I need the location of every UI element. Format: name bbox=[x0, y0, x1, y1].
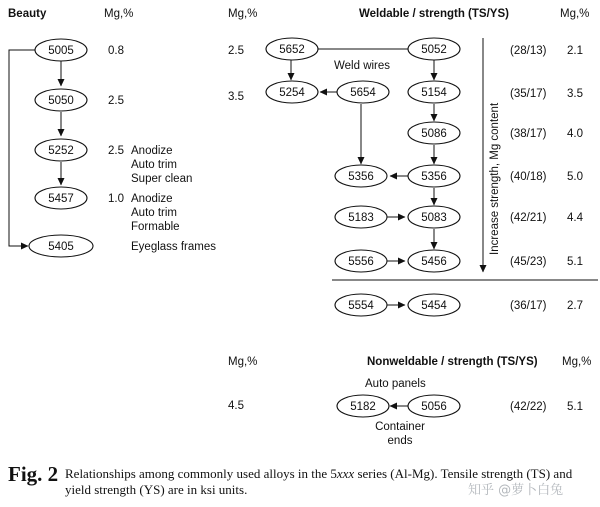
alloy-label: 5254 bbox=[279, 87, 305, 99]
mg-header: Mg,% bbox=[560, 8, 590, 20]
alloy-label: 5654 bbox=[350, 87, 376, 99]
mg-header: Mg,% bbox=[228, 8, 258, 20]
nonweldable-flow bbox=[228, 356, 591, 447]
strength-value: (38/17) bbox=[510, 128, 547, 140]
mg-header: Mg,% bbox=[104, 8, 134, 20]
mg-value: 2.1 bbox=[567, 45, 583, 57]
strength-value: (40/18) bbox=[510, 171, 547, 183]
container-label: ends bbox=[387, 435, 413, 447]
note-text: Anodize bbox=[131, 193, 173, 205]
container-label: Container bbox=[375, 421, 425, 433]
mg-value: 2.7 bbox=[567, 300, 583, 312]
note-text: Anodize bbox=[131, 145, 173, 157]
alloy-label: 5086 bbox=[421, 128, 447, 140]
alloy-label: 5556 bbox=[348, 256, 374, 268]
caption-text-part: Relationships among commonly used alloys in the 5 bbox=[65, 466, 337, 481]
figure-label: Fig. 2 bbox=[8, 462, 59, 486]
alloy-label: 5050 bbox=[48, 95, 74, 107]
alloy-label: 5083 bbox=[421, 212, 447, 224]
alloy-label: 5056 bbox=[421, 401, 447, 413]
weldable-flow bbox=[228, 38, 598, 316]
mg-value: 5.1 bbox=[567, 256, 583, 268]
mg-value: 4.0 bbox=[567, 128, 583, 140]
strength-value: (45/23) bbox=[510, 256, 547, 268]
note-text: Formable bbox=[131, 221, 180, 233]
alloy-label: 5554 bbox=[348, 300, 374, 312]
weldable-header: Weldable / strength (TS/YS) bbox=[359, 8, 509, 20]
mg-value: 1.0 bbox=[108, 193, 124, 205]
note-text: Auto trim bbox=[131, 159, 178, 171]
mg-value: 4.5 bbox=[228, 400, 244, 412]
alloy-label: 5154 bbox=[421, 87, 447, 99]
caption-italic: xxx bbox=[336, 466, 355, 481]
alloy-label: 5183 bbox=[348, 212, 374, 224]
caption-text-part: series (Al-Mg). Tensile strength (TS) and yield strength (YS) are in ksi units. bbox=[65, 466, 573, 497]
alloy-label: 5454 bbox=[421, 300, 447, 312]
note-text: Eyeglass frames bbox=[131, 241, 217, 253]
increase-strength-label: Increase strength, Mg content bbox=[489, 102, 501, 255]
strength-value: (42/22) bbox=[510, 401, 547, 413]
alloy-label: 5405 bbox=[48, 241, 74, 253]
mg-header: Mg,% bbox=[562, 356, 592, 368]
nonweldable-header: Nonweldable / strength (TS/YS) bbox=[367, 356, 538, 368]
alloy-label: 5456 bbox=[421, 256, 447, 268]
alloy-label: 5252 bbox=[48, 145, 74, 157]
mg-value: 2.5 bbox=[108, 95, 124, 107]
beauty-flow bbox=[9, 39, 216, 257]
watermark: 知乎 @萝卜白兔 bbox=[468, 483, 564, 498]
note-text: Auto trim bbox=[131, 207, 178, 219]
mg-value: 4.4 bbox=[567, 212, 583, 224]
alloy-label: 5356 bbox=[348, 171, 374, 183]
mg-value: 2.5 bbox=[228, 45, 244, 57]
alloy-label: 5356 bbox=[421, 171, 447, 183]
beauty-header: Beauty bbox=[8, 8, 47, 20]
strength-value: (36/17) bbox=[510, 300, 547, 312]
mg-value: 2.5 bbox=[108, 145, 124, 157]
strength-value: (35/17) bbox=[510, 88, 547, 100]
strength-value: (28/13) bbox=[510, 45, 547, 57]
alloy-label: 5457 bbox=[48, 193, 74, 205]
mg-value: 3.5 bbox=[228, 91, 244, 103]
note-text: Super clean bbox=[131, 173, 193, 185]
alloy-label: 5052 bbox=[421, 44, 447, 56]
strength-value: (42/21) bbox=[510, 212, 547, 224]
alloy-label: 5182 bbox=[350, 401, 376, 413]
mg-value: 5.1 bbox=[567, 401, 583, 413]
auto-panels-label: Auto panels bbox=[365, 378, 426, 390]
connector-line bbox=[9, 50, 35, 246]
mg-value: 3.5 bbox=[567, 88, 583, 100]
mg-value: 5.0 bbox=[567, 171, 583, 183]
alloy-label: 5005 bbox=[48, 45, 74, 57]
mg-header: Mg,% bbox=[228, 356, 258, 368]
weld-wires-label: Weld wires bbox=[334, 60, 391, 72]
mg-value: 0.8 bbox=[108, 45, 124, 57]
alloy-label: 5652 bbox=[279, 44, 305, 56]
